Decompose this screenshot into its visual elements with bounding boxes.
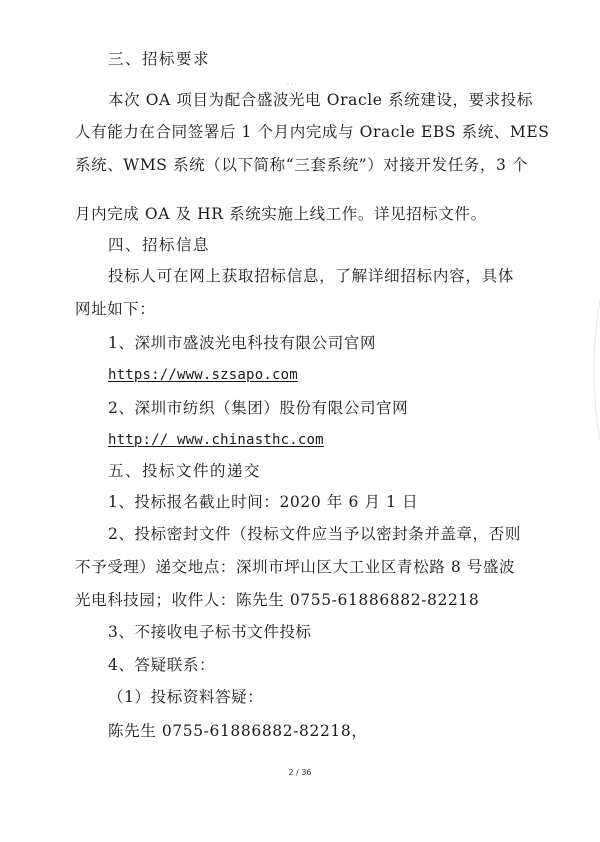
- paragraph-line: 系统、WMS 系统（以下简称“三套系统”）对接开发任务，3 个: [75, 156, 529, 174]
- stamp-mark: ◦·: [285, 80, 294, 90]
- paragraph-line: 光电科技园；收件人：陈先生 0755-61886882-82218: [75, 591, 480, 609]
- edge-seal-mark: [586, 290, 600, 450]
- paragraph-line: 2、投标密封文件（投标文件应当予以密封条并盖章，否则: [108, 525, 521, 543]
- list-item: 1、投标报名截止时间：2020 年 6 月 1 日: [108, 493, 419, 511]
- website-link[interactable]: https://www.szsapo.com: [108, 367, 298, 383]
- section-heading-5: 五、投标文件的递交: [108, 462, 262, 480]
- paragraph-line: 网址如下：: [75, 300, 156, 318]
- list-item: 3、不接收电子标书文件投标: [108, 623, 312, 641]
- list-item: 2、深圳市纺织（集团）股份有限公司官网: [108, 399, 409, 417]
- list-item: （1）投标资料答疑：: [108, 688, 264, 706]
- paragraph-line: 本次 OA 项目为配合盛波光电 Oracle 系统建设，要求投标: [108, 91, 533, 109]
- section-heading-3: 三、招标要求: [108, 50, 211, 68]
- section-heading-4: 四、招标信息: [108, 236, 211, 254]
- paragraph-line: 不予受理）递交地点：深圳市坪山区大工业区青松路 8 号盛波: [75, 558, 516, 576]
- page-number: 2 / 36: [288, 768, 312, 777]
- paragraph-line: 月内完成 OA 及 HR 系统实施上线工作。详见招标文件。: [75, 205, 487, 223]
- contact-line: 陈先生 0755-61886882-82218，: [108, 722, 368, 740]
- list-item: 1、深圳市盛波光电科技有限公司官网: [108, 334, 377, 352]
- paragraph-line: 人有能力在合同签署后 1 个月内完成与 Oracle EBS 系统、MES: [75, 123, 550, 141]
- paragraph-line: 投标人可在网上获取招标信息，了解详细招标内容，具体: [108, 267, 514, 285]
- website-link[interactable]: http:// www.chinasthc.com: [108, 432, 324, 448]
- list-item: 4、答疑联系：: [108, 656, 216, 674]
